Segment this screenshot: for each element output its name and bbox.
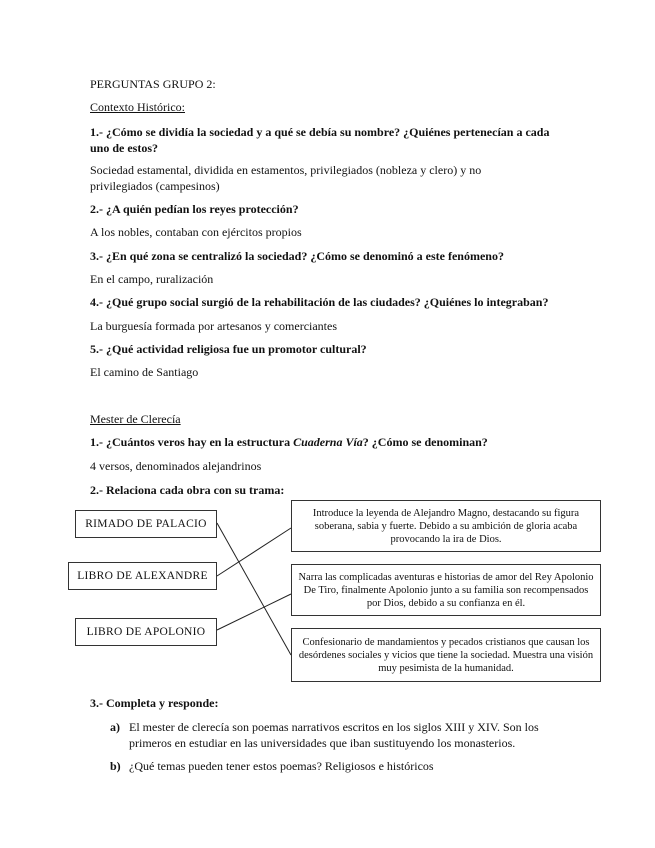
item-b-text: ¿Qué temas pueden tener estos poemas? Religiosos e históricos	[129, 759, 434, 773]
mester-question-1-post: ? ¿Cómo se denominan?	[362, 435, 488, 449]
question-2: 2.- ¿A quién pedían los reyes protección?	[90, 202, 299, 216]
question-1: 1.- ¿Cómo se dividía la sociedad y a qué se debía su nombre? ¿Quiénes pertenecían a cada	[90, 125, 550, 139]
item-a-text: El mester de clerecía son poemas narrativos escritos en los siglos XIII y XIV. Son los	[129, 720, 539, 734]
work-box-apolonio: LIBRO DE APOLONIO	[75, 618, 217, 646]
section-heading-contexto: Contexto Histórico:	[90, 100, 185, 114]
answer-3: En el campo, ruralización	[90, 272, 214, 286]
section-heading-mester: Mester de Clerecía	[90, 412, 181, 426]
page-title: PERGUNTAS GRUPO 2:	[90, 77, 216, 91]
question-5: 5.- ¿Qué actividad religiosa fue un promotor cultural?	[90, 342, 367, 356]
plot-box-1: Introduce la leyenda de Alejandro Magno, destacando su figura soberana, sabia y fuerte. Debido a su ambición de gloria acaba provocando la ira de Dios.	[291, 500, 601, 552]
question-4: 4.- ¿Qué grupo social surgió de la rehabilitación de las ciudades? ¿Quiénes lo integraban?	[90, 295, 549, 309]
mester-question-3: 3.- Completa y responde:	[90, 696, 219, 710]
answer-4: La burguesía formada por artesanos y comerciantes	[90, 319, 338, 333]
match-line-apolonio	[217, 594, 291, 630]
mester-question-1-italic: Cuaderna Vía	[293, 435, 363, 449]
answer-1-cont: privilegiados (campesinos)	[90, 179, 220, 193]
answer-2: A los nobles, contaban con ejércitos propios	[90, 225, 302, 239]
mester-question-1-pre: 1.- ¿Cuántos veros hay en la estructura	[90, 435, 294, 449]
work-box-rimado: RIMADO DE PALACIO	[75, 510, 217, 538]
plot-box-3: Confesionario de mandamientos y pecados cristianos que causan los desórdenes sociales y vicios que tiene la sociedad. Muestra una visión muy pesimista de la humanidad.	[291, 628, 601, 682]
question-1-cont: uno de estos?	[90, 141, 159, 155]
answer-1: Sociedad estamental, dividida en estamentos, privilegiados (nobleza y clero) y no	[90, 163, 482, 177]
mester-answer-1: 4 versos, denominados alejandrinos	[90, 459, 262, 473]
item-b-label: b)	[110, 759, 121, 773]
match-line-alexandre	[217, 528, 291, 576]
answer-5: El camino de Santiago	[90, 365, 199, 379]
plot-box-2: Narra las complicadas aventuras e historias de amor del Rey Apolonio De Tiro, finalmente Apolonio junto a su familia son recompensados por Dios, debido a su confianza en él.	[291, 564, 601, 616]
match-line-rimado	[217, 523, 291, 655]
mester-question-2: 2.- Relaciona cada obra con su trama:	[90, 483, 285, 497]
work-box-alexandre: LIBRO DE ALEXANDRE	[68, 562, 217, 590]
item-a-text-cont: primeros en estudiar en las universidades que iban sustituyendo los monasterios.	[129, 736, 516, 750]
item-a-label: a)	[110, 720, 120, 734]
question-3: 3.- ¿En qué zona se centralizó la sociedad? ¿Cómo se denominó a este fenómeno?	[90, 249, 504, 263]
